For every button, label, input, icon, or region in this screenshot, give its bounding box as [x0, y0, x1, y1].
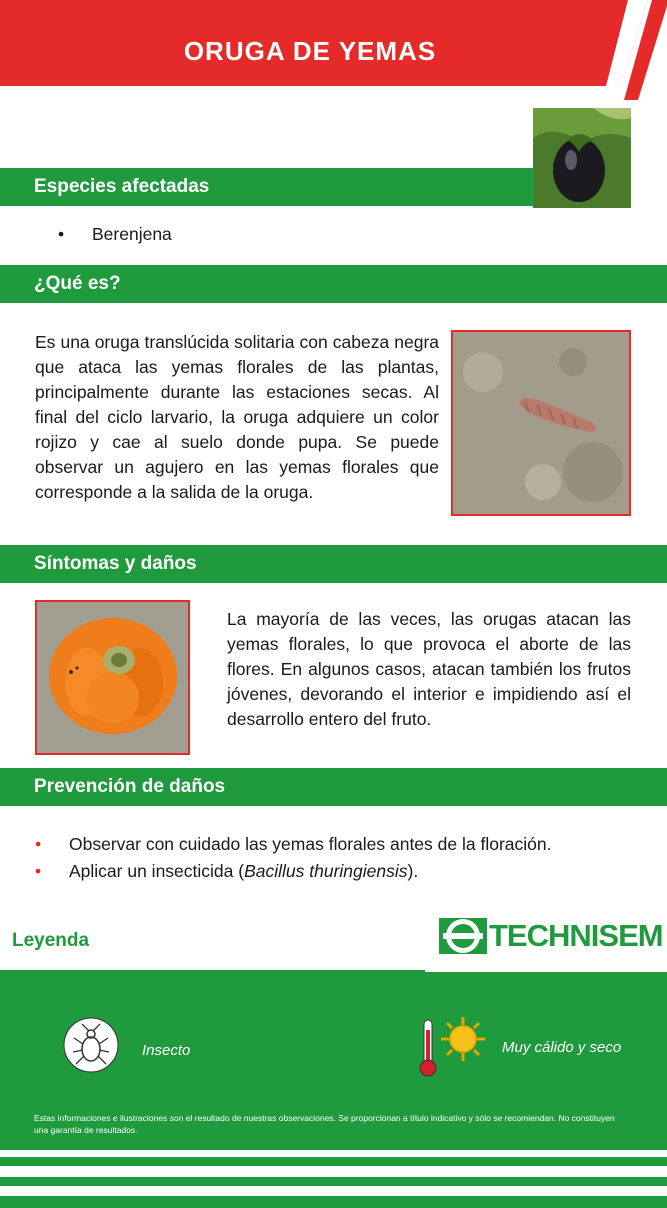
prevention-item-1: Observar con cuidado las yemas florales antes de la floración.: [69, 834, 552, 854]
technisem-logo-icon: [439, 912, 487, 960]
bullet-icon: •: [58, 224, 65, 244]
thermometer-icon: [415, 1018, 441, 1078]
section-what-title: ¿Qué es?: [34, 273, 121, 294]
section-symptoms-heading: [0, 545, 667, 583]
bullet-icon: •: [35, 834, 42, 854]
section-prevention-heading: [0, 768, 667, 806]
disclaimer-text: Estas informaciones e ilustraciones son el resultado de nuestras observaciones. Se proporcionan a título indicativo y sólo se recomiendan. No constituyen una garantía de resultados.: [34, 1113, 615, 1135]
footer-stripe: [0, 1196, 667, 1208]
sun-icon: [440, 1016, 486, 1062]
prevention-item-2-pre: Aplicar un insecticida (: [69, 861, 245, 881]
section-species-heading: [0, 168, 534, 206]
page-title: ORUGA DE YEMAS: [183, 36, 437, 66]
section-prevention-title: Prevención de daños: [34, 776, 226, 797]
prevention-list: [35, 831, 551, 885]
legend-climate-label: Muy cálido y seco: [502, 1039, 622, 1056]
caterpillar-photo: [451, 330, 631, 516]
section-species-title: Especies afectadas: [34, 176, 210, 197]
technisem-logo: [425, 900, 667, 972]
list-item: [35, 858, 551, 885]
section-what-heading: [0, 265, 667, 303]
brand-name: TECHNISEM: [489, 918, 663, 953]
eggplant-photo: [533, 108, 631, 208]
insect-icon: [62, 1016, 120, 1074]
species-list: [58, 221, 172, 248]
bullet-icon: •: [35, 861, 42, 881]
damaged-fruit-photo: [35, 600, 190, 755]
legend-insect-label: Insecto: [142, 1042, 191, 1059]
footer-stripe: [0, 1157, 667, 1166]
species-item: Berenjena: [92, 224, 172, 244]
list-item: [58, 221, 172, 248]
what-paragraph: Es una oruga translúcida solitaria con cabeza negra que ataca las yemas florales de las plantas, principalmente durante las estaciones secas. Al final del ciclo larvario, la oruga adquiere un color rojizo y cae al suelo donde pupa. Se puede observar un agujero en las yemas florales que corresponde a la salida de la oruga.: [35, 332, 439, 502]
footer-stripe: [0, 1177, 667, 1186]
prevention-item-2-italic: Bacillus thuringiensis: [244, 861, 408, 881]
list-item: [35, 831, 551, 858]
symptoms-paragraph: La mayoría de las veces, las orugas atacan las yemas florales, lo que provoca el aborte de las flores. En algunos casos, atacan también los frutos jóvenes, devorando el interior e impidiendo así el desarrollo entero del fruto.: [227, 609, 631, 729]
section-symptoms-title: Síntomas y daños: [34, 553, 197, 574]
prevention-item-2-post: ).: [407, 861, 419, 881]
legend-label: Leyenda: [12, 930, 90, 951]
